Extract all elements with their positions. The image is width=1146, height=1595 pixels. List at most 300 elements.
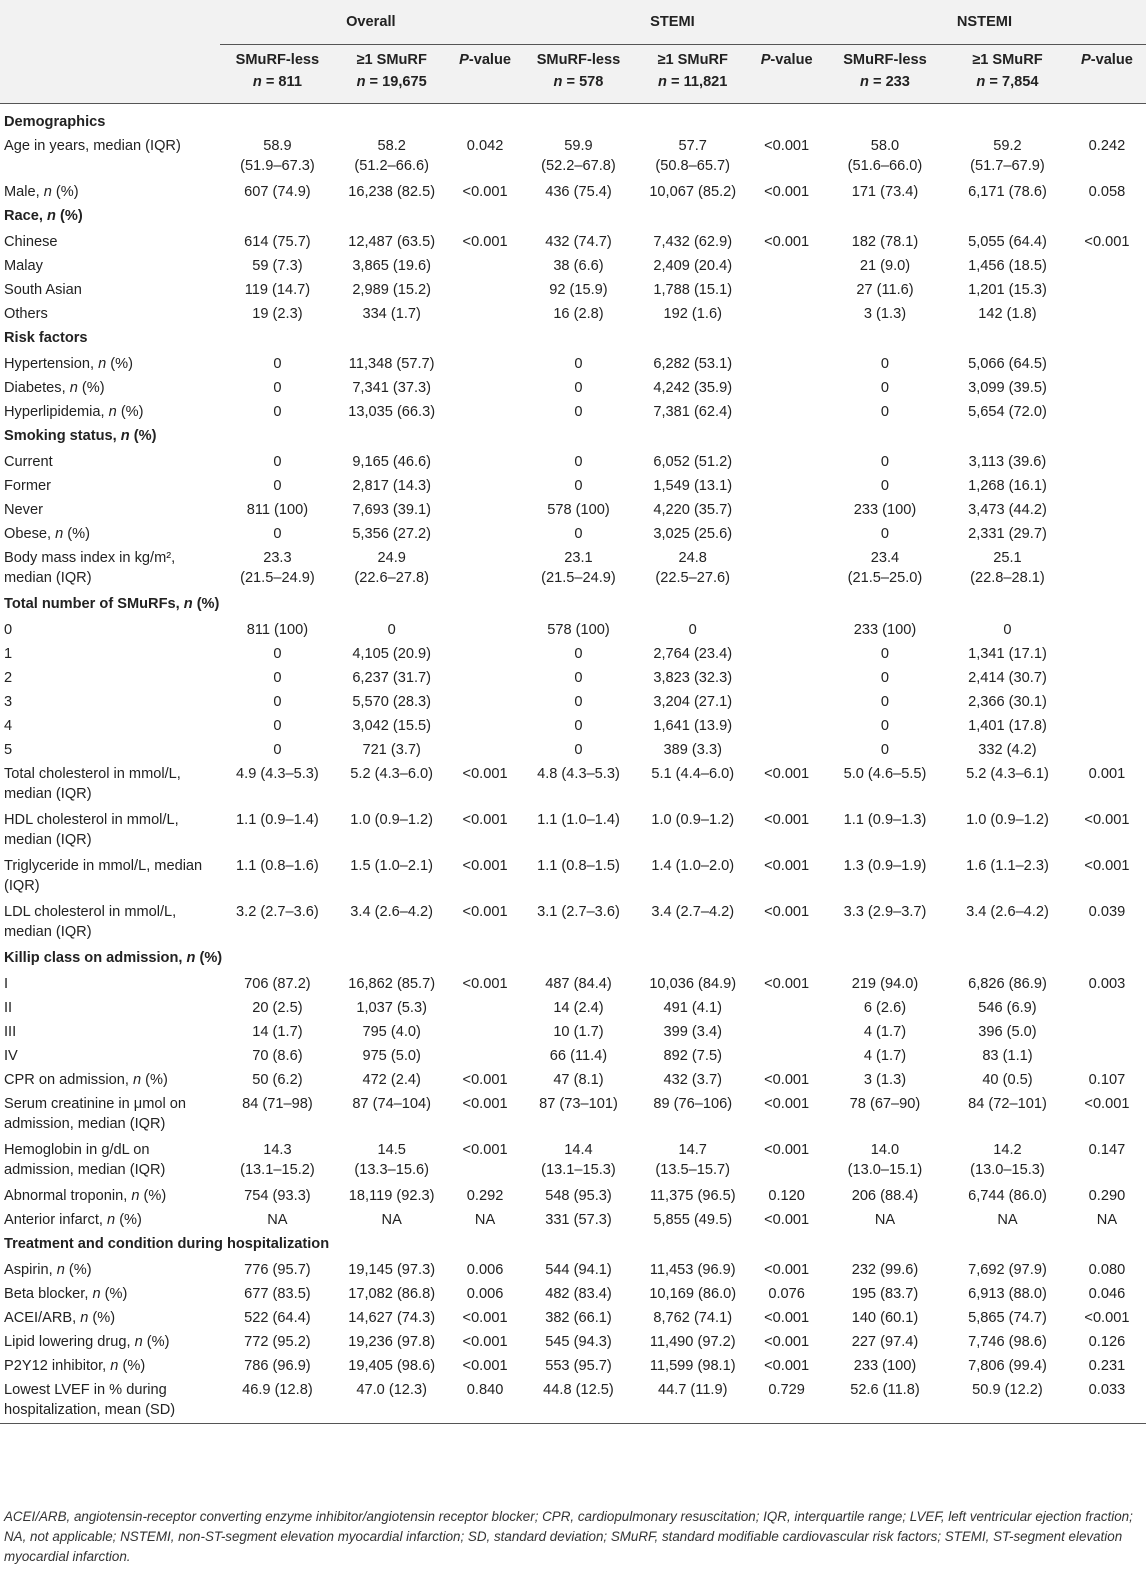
- p-value-cell: 0.003: [1088, 975, 1126, 992]
- value-cell: 2,989 (15.2): [352, 281, 432, 298]
- column-header-n: n = 578: [553, 74, 604, 90]
- value-cell: 24.9 (22.6–27.8): [354, 549, 429, 586]
- p-value-cell: 0.290: [1088, 1187, 1126, 1204]
- value-cell: 19 (2.3): [252, 305, 303, 322]
- value-cell: 6,913 (88.0): [968, 1285, 1047, 1302]
- value-cell: 5,570 (28.3): [352, 693, 432, 710]
- value-cell: 58.2 (51.2–66.6): [354, 137, 429, 174]
- section-header-row: [0, 424, 1146, 450]
- column-header: [1068, 45, 1146, 104]
- p-value-cell: <0.001: [462, 1095, 508, 1112]
- p-value-cell: 0.006: [466, 1285, 504, 1302]
- table-row: [0, 522, 1146, 546]
- row-label: Aspirin, n (%): [4, 1261, 92, 1278]
- table-row: [0, 808, 1146, 854]
- p-value-cell: 0.120: [768, 1187, 805, 1204]
- group-header-overall: Overall: [220, 0, 522, 45]
- p-value-cell: [448, 450, 522, 474]
- value-cell: 5,066 (64.5): [968, 355, 1047, 372]
- p-value-cell: [750, 522, 823, 546]
- value-cell: 0: [273, 669, 282, 686]
- value-cell: 0: [574, 741, 583, 758]
- value-cell: 1.0 (0.9–1.2): [350, 811, 434, 828]
- value-cell: 14.5 (13.3–15.6): [354, 1141, 429, 1178]
- p-value-cell: <0.001: [764, 1071, 810, 1088]
- p-value-cell: [1068, 642, 1146, 666]
- table-row: [0, 376, 1146, 400]
- p-value-cell: [1068, 618, 1146, 642]
- table-row: [0, 642, 1146, 666]
- p-value-cell: [1068, 1020, 1146, 1044]
- p-value-cell: [1068, 522, 1146, 546]
- row-label: Obese, n (%): [4, 525, 90, 542]
- value-cell: 52.6 (11.8): [823, 1378, 947, 1424]
- p-value-cell: <0.001: [1084, 857, 1130, 874]
- p-value-cell: [448, 666, 522, 690]
- value-cell: 233 (100): [853, 501, 917, 518]
- p-value-cell: [1068, 498, 1146, 522]
- p-value-cell: <0.001: [764, 233, 810, 250]
- value-cell: 0: [880, 717, 890, 734]
- section-header-row: [0, 1232, 1146, 1258]
- value-cell: 1,788 (15.1): [653, 281, 733, 298]
- value-cell: 44.7 (11.9): [635, 1378, 750, 1424]
- value-cell: 4 (1.7): [863, 1047, 907, 1064]
- value-cell: 25.1 (22.8–28.1): [970, 549, 1045, 586]
- value-cell: 87 (74–104): [352, 1095, 432, 1112]
- value-cell: 544 (94.1): [545, 1261, 612, 1278]
- column-header: [823, 45, 947, 104]
- value-cell: 578 (100): [547, 501, 610, 518]
- value-cell: 677 (83.5): [244, 1285, 311, 1302]
- table-footnote: ACEI/ARB, angiotensin-receptor converting enzyme inhibitor/angiotensin receptor blocker; CPR, cardiopulmonary resuscitation; IQR, interquartile range; LVEF, left ventricular ejection fraction; NA, not applicable; NSTEMI, non-ST-segment elevation myocardial infarction; SD, standard deviation; SMuRF, standard modifiable cardiovascular risk factors; STEMI, ST-segment elevation myocardial infarction.: [4, 1509, 1133, 1564]
- value-cell: 0: [273, 477, 282, 494]
- p-value-cell: [750, 1020, 823, 1044]
- value-cell: 11,453 (96.9): [649, 1261, 736, 1278]
- p-value-cell: [750, 400, 823, 424]
- value-cell: 1.1 (0.8–1.6): [236, 857, 319, 874]
- value-cell: 23.3 (21.5–24.9): [240, 549, 315, 586]
- value-cell: 754 (93.3): [244, 1187, 311, 1204]
- p-value-cell: <0.001: [764, 903, 810, 920]
- value-cell: 721 (3.7): [362, 741, 421, 758]
- value-cell: 78 (67–90): [849, 1095, 921, 1112]
- p-value-cell: <0.001: [764, 183, 810, 200]
- row-label: III: [4, 1023, 17, 1040]
- section-label: Total number of SMuRFs, n (%): [4, 595, 220, 612]
- value-cell: 0: [574, 525, 583, 542]
- value-cell: 24.8 (22.5–27.6): [655, 549, 731, 586]
- value-cell: 11,348 (57.7): [348, 355, 435, 372]
- column-header-label: P-value: [459, 52, 512, 68]
- table-row: [0, 714, 1146, 738]
- table-row: [0, 474, 1146, 498]
- value-cell: 10,169 (86.0): [649, 1285, 737, 1302]
- value-cell: 17,082 (86.8): [348, 1285, 436, 1302]
- value-cell: 3,099 (39.5): [968, 379, 1047, 396]
- value-cell: 38 (6.6): [553, 257, 604, 274]
- p-value-cell: [1068, 996, 1146, 1020]
- p-value-cell: [750, 738, 823, 762]
- value-cell: 0: [880, 525, 890, 542]
- p-value-cell: [750, 474, 823, 498]
- p-value-cell: <0.001: [462, 975, 508, 992]
- value-cell: 83 (1.1): [982, 1047, 1033, 1064]
- p-value-cell: <0.001: [462, 1309, 508, 1326]
- value-cell: 58.0 (51.6–66.0): [847, 137, 923, 174]
- value-cell: 1.5 (1.0–2.1): [350, 857, 434, 874]
- table-row: [0, 546, 1146, 592]
- table-row: [0, 498, 1146, 522]
- value-cell: 1.1 (0.8–1.5): [537, 857, 620, 874]
- value-cell: 4.9 (4.3–5.3): [236, 765, 319, 782]
- column-header: [335, 45, 448, 104]
- value-cell: 0: [273, 355, 282, 372]
- value-cell: 0: [574, 379, 583, 396]
- value-cell: 3,823 (32.3): [653, 669, 733, 686]
- table-row: [0, 1306, 1146, 1330]
- p-value-cell: [448, 474, 522, 498]
- value-cell: 0: [574, 355, 583, 372]
- p-value-cell: [750, 714, 823, 738]
- value-cell: 0: [273, 453, 282, 470]
- p-value-cell: [750, 302, 823, 326]
- value-cell: 1.0 (0.9–1.2): [651, 811, 735, 828]
- row-label: Lipid lowering drug, n (%): [4, 1333, 170, 1350]
- column-header-label: SMuRF-less: [843, 52, 927, 68]
- value-cell: 545 (94.3): [545, 1333, 612, 1350]
- value-cell: 14.3 (13.1–15.2): [240, 1141, 315, 1178]
- p-value-cell: [448, 738, 522, 762]
- value-cell: 5.2 (4.3–6.1): [966, 765, 1049, 782]
- value-cell: 795 (4.0): [362, 1023, 421, 1040]
- value-cell: 0: [880, 669, 890, 686]
- value-cell: NA: [267, 1211, 288, 1228]
- value-cell: 11,375 (96.5): [649, 1187, 736, 1204]
- value-cell: 14.7 (13.5–15.7): [655, 1141, 731, 1178]
- p-value-cell: 0.292: [466, 1187, 504, 1204]
- value-cell: 2,764 (23.4): [653, 645, 733, 662]
- value-cell: 1,037 (5.3): [356, 999, 427, 1016]
- p-value-cell: <0.001: [462, 1333, 508, 1350]
- value-cell: 334 (1.7): [362, 305, 421, 322]
- table-row: [0, 1330, 1146, 1354]
- value-cell: 0: [880, 741, 890, 758]
- value-cell: 0: [574, 717, 583, 734]
- p-value-cell: [750, 1044, 823, 1068]
- row-label: Diabetes, n (%): [4, 379, 105, 396]
- value-cell: 59.2 (51.7–67.9): [970, 137, 1045, 174]
- value-cell: 0: [273, 717, 282, 734]
- value-cell: 892 (7.5): [663, 1047, 722, 1064]
- p-value-cell: [448, 278, 522, 302]
- value-cell: 2,414 (30.7): [968, 669, 1047, 686]
- value-cell: 1,641 (13.9): [653, 717, 733, 734]
- column-header-n: n = 19,675: [356, 74, 427, 90]
- value-cell: 331 (57.3): [545, 1211, 612, 1228]
- value-cell: 14.2 (13.0–15.3): [970, 1141, 1045, 1178]
- p-value-cell: 0.231: [1088, 1357, 1126, 1374]
- table-row: [0, 450, 1146, 474]
- value-cell: 1,268 (16.1): [968, 477, 1047, 494]
- column-header-n: n = 11,821: [658, 74, 728, 90]
- header-blank: [0, 45, 220, 104]
- p-value-cell: 0.033: [1068, 1378, 1146, 1424]
- value-cell: 14 (1.7): [252, 1023, 303, 1040]
- value-cell: 332 (4.2): [978, 741, 1037, 758]
- value-cell: 6 (2.6): [863, 999, 907, 1016]
- value-cell: NA: [874, 1211, 896, 1228]
- p-value-cell: <0.001: [462, 183, 508, 200]
- value-cell: 5,865 (74.7): [968, 1309, 1047, 1326]
- value-cell: 12,487 (63.5): [348, 233, 436, 250]
- value-cell: 14,627 (74.3): [348, 1309, 436, 1326]
- value-cell: 11,599 (98.1): [649, 1357, 736, 1374]
- section-label: Killip class on admission, n (%): [4, 949, 223, 966]
- value-cell: 192 (1.6): [663, 305, 722, 322]
- p-value-cell: <0.001: [764, 1309, 810, 1326]
- row-label: Current: [4, 453, 53, 470]
- table-row: [0, 738, 1146, 762]
- value-cell: 7,746 (98.6): [968, 1333, 1047, 1350]
- value-cell: 2,366 (30.1): [968, 693, 1047, 710]
- value-cell: 772 (95.2): [244, 1333, 311, 1350]
- value-cell: 3 (1.3): [863, 305, 907, 322]
- value-cell: 0: [574, 669, 583, 686]
- value-cell: 4,105 (20.9): [352, 645, 432, 662]
- row-label: 1: [4, 645, 13, 662]
- value-cell: 3,113 (39.6): [968, 453, 1047, 470]
- column-header-label: SMuRF-less: [536, 52, 621, 68]
- row-label: LDL cholesterol in mmol/L, median (IQR): [4, 903, 177, 940]
- table-row: [0, 762, 1146, 808]
- row-label: South Asian: [4, 281, 82, 298]
- value-cell: 206 (88.4): [851, 1187, 919, 1204]
- table-row: [0, 302, 1146, 326]
- p-value-cell: <0.001: [764, 1211, 810, 1228]
- p-value-cell: [750, 376, 823, 400]
- p-value-cell: <0.001: [462, 811, 508, 828]
- row-label: Hypertension, n (%): [4, 355, 133, 372]
- row-label: IV: [4, 1047, 18, 1064]
- row-label: Male, n (%): [4, 183, 79, 200]
- row-label: Hyperlipidemia, n (%): [4, 403, 144, 420]
- p-value-cell: <0.001: [462, 857, 508, 874]
- value-cell: 92 (15.9): [549, 281, 608, 298]
- p-value-cell: 0.039: [1088, 903, 1126, 920]
- p-value-cell: [750, 618, 823, 642]
- section-header-row: [0, 104, 1146, 134]
- value-cell: 1,341 (17.1): [968, 645, 1047, 662]
- table-row: [0, 1044, 1146, 1068]
- table-row: [0, 1378, 1146, 1424]
- value-cell: 70 (8.6): [252, 1047, 303, 1064]
- value-cell: 1.1 (0.9–1.4): [236, 811, 319, 828]
- value-cell: 11,490 (97.2): [649, 1333, 736, 1350]
- value-cell: 548 (95.3): [545, 1187, 612, 1204]
- value-cell: 27 (11.6): [856, 281, 914, 298]
- value-cell: 4,242 (35.9): [653, 379, 733, 396]
- row-label: Others: [4, 305, 48, 322]
- value-cell: 472 (2.4): [362, 1071, 421, 1088]
- row-label: Lowest LVEF in % during hospitalization, mean (SD): [0, 1378, 220, 1424]
- value-cell: 0: [273, 693, 282, 710]
- p-value-cell: <0.001: [462, 903, 508, 920]
- value-cell: 23.1 (21.5–24.9): [541, 549, 616, 586]
- column-header: [947, 45, 1068, 104]
- value-cell: 7,381 (62.4): [653, 403, 733, 420]
- value-cell: 482 (83.4): [545, 1285, 612, 1302]
- value-cell: 432 (3.7): [663, 1071, 722, 1088]
- value-cell: 3,025 (25.6): [653, 525, 733, 542]
- value-cell: 233 (100): [853, 1357, 917, 1374]
- value-cell: 811 (100): [246, 621, 309, 638]
- value-cell: 44.8 (12.5): [522, 1378, 635, 1424]
- table-row: [0, 900, 1146, 946]
- value-cell: 233 (100): [853, 621, 917, 638]
- value-cell: 140 (60.1): [851, 1309, 919, 1326]
- value-cell: 20 (2.5): [252, 999, 303, 1016]
- value-cell: 18,119 (92.3): [348, 1187, 435, 1204]
- section-header-row: [0, 204, 1146, 230]
- column-header: [750, 45, 823, 104]
- value-cell: 1.4 (1.0–2.0): [651, 857, 735, 874]
- value-cell: 14 (2.4): [553, 999, 604, 1016]
- value-cell: 182 (78.1): [851, 233, 919, 250]
- value-cell: 1.3 (0.9–1.9): [843, 857, 927, 874]
- column-header: [220, 45, 335, 104]
- p-value-cell: 0.046: [1088, 1285, 1126, 1302]
- value-cell: 50 (6.2): [252, 1071, 303, 1088]
- value-cell: 3.3 (2.9–3.7): [843, 903, 927, 920]
- row-label: Former: [4, 477, 52, 494]
- value-cell: 706 (87.2): [244, 975, 311, 992]
- value-cell: 1.6 (1.1–2.3): [966, 857, 1049, 874]
- column-header-label: ≥1 SMuRF: [356, 52, 427, 68]
- p-value-cell: [448, 254, 522, 278]
- value-cell: 396 (5.0): [978, 1023, 1037, 1040]
- value-cell: 1.1 (1.0–1.4): [537, 811, 620, 828]
- table-row: [0, 618, 1146, 642]
- value-cell: 0: [880, 693, 890, 710]
- value-cell: 578 (100): [547, 621, 610, 638]
- value-cell: 10,036 (84.9): [649, 975, 737, 992]
- value-cell: 0: [880, 477, 890, 494]
- p-value-cell: [1068, 400, 1146, 424]
- value-cell: 0: [273, 403, 282, 420]
- row-label: Abnormal troponin, n (%): [4, 1187, 167, 1204]
- value-cell: 487 (84.4): [545, 975, 612, 992]
- p-value-cell: <0.001: [462, 765, 508, 782]
- column-header-label: P-value: [760, 52, 813, 68]
- row-label: Triglyceride in mmol/L, median (IQR): [4, 857, 203, 894]
- value-cell: 58.9 (51.9–67.3): [240, 137, 315, 174]
- value-cell: 5,055 (64.4): [968, 233, 1047, 250]
- value-cell: 1,549 (13.1): [653, 477, 733, 494]
- value-cell: 5,356 (27.2): [352, 525, 432, 542]
- column-header-n: n = 233: [860, 74, 910, 90]
- value-cell: 0: [574, 477, 583, 494]
- row-label: 3: [4, 693, 13, 710]
- value-cell: 13,035 (66.3): [348, 403, 436, 420]
- value-cell: 10 (1.7): [553, 1023, 604, 1040]
- p-value-cell: <0.001: [1084, 1095, 1130, 1112]
- value-cell: 1.0 (0.9–1.2): [966, 811, 1049, 828]
- value-cell: 389 (3.3): [663, 741, 722, 758]
- value-cell: 3,204 (27.1): [653, 693, 733, 710]
- p-value-cell: [1068, 474, 1146, 498]
- value-cell: 16,238 (82.5): [348, 183, 436, 200]
- table-row: [0, 400, 1146, 424]
- value-cell: 0: [880, 403, 890, 420]
- p-value-cell: <0.001: [764, 137, 810, 154]
- p-value-cell: [1068, 450, 1146, 474]
- value-cell: 3.1 (2.7–3.6): [537, 903, 620, 920]
- value-cell: 16 (2.8): [553, 305, 604, 322]
- value-cell: 0: [1003, 621, 1012, 638]
- value-cell: NA: [997, 1211, 1018, 1228]
- value-cell: 59 (7.3): [252, 257, 303, 274]
- p-value-cell: <0.001: [462, 1071, 508, 1088]
- value-cell: 227 (97.4): [851, 1333, 919, 1350]
- value-cell: 6,744 (86.0): [968, 1187, 1047, 1204]
- section-label: Risk factors: [4, 329, 88, 346]
- value-cell: 7,806 (99.4): [968, 1357, 1047, 1374]
- p-value-cell: <0.001: [764, 811, 810, 828]
- p-value-cell: 0.058: [1088, 183, 1126, 200]
- p-value-cell: <0.001: [764, 1141, 810, 1158]
- table-row: [0, 996, 1146, 1020]
- p-value-cell: <0.001: [462, 233, 508, 250]
- value-cell: 0: [880, 355, 890, 372]
- value-cell: 3,865 (19.6): [352, 257, 432, 274]
- table-row: [0, 1354, 1146, 1378]
- value-cell: 14.4 (13.1–15.3): [541, 1141, 616, 1178]
- p-value-cell: 0.001: [1088, 765, 1126, 782]
- table-row: [0, 278, 1146, 302]
- p-value-cell: <0.001: [764, 1333, 810, 1350]
- value-cell: 19,405 (98.6): [348, 1357, 436, 1374]
- p-value-cell: <0.001: [462, 1357, 508, 1374]
- value-cell: 21 (9.0): [859, 257, 911, 274]
- value-cell: 57.7 (50.8–65.7): [655, 137, 731, 174]
- row-label: 2: [4, 669, 13, 686]
- p-value-cell: [448, 546, 522, 592]
- value-cell: 6,052 (51.2): [653, 453, 733, 470]
- value-cell: 47.0 (12.3): [335, 1378, 448, 1424]
- p-value-cell: [1068, 690, 1146, 714]
- header-blank: [0, 0, 220, 45]
- row-label: Age in years, median (IQR): [4, 137, 181, 154]
- table-row: [0, 666, 1146, 690]
- value-cell: 491 (4.1): [663, 999, 722, 1016]
- value-cell: 0: [574, 645, 583, 662]
- value-cell: 19,236 (97.8): [348, 1333, 436, 1350]
- column-header-label: P-value: [1080, 52, 1133, 68]
- value-cell: 5,855 (49.5): [653, 1211, 733, 1228]
- p-value-cell: [750, 254, 823, 278]
- p-value-cell: 0.126: [1088, 1333, 1126, 1350]
- value-cell: 0: [880, 379, 890, 396]
- section-header-row: [0, 592, 1146, 618]
- value-cell: 975 (5.0): [362, 1047, 421, 1064]
- value-cell: 0: [574, 403, 583, 420]
- p-value-cell: NA: [474, 1211, 496, 1228]
- table-row: [0, 230, 1146, 254]
- p-value-cell: 0.042: [466, 137, 504, 154]
- table-row: [0, 1138, 1146, 1184]
- value-cell: 553 (95.7): [545, 1357, 612, 1374]
